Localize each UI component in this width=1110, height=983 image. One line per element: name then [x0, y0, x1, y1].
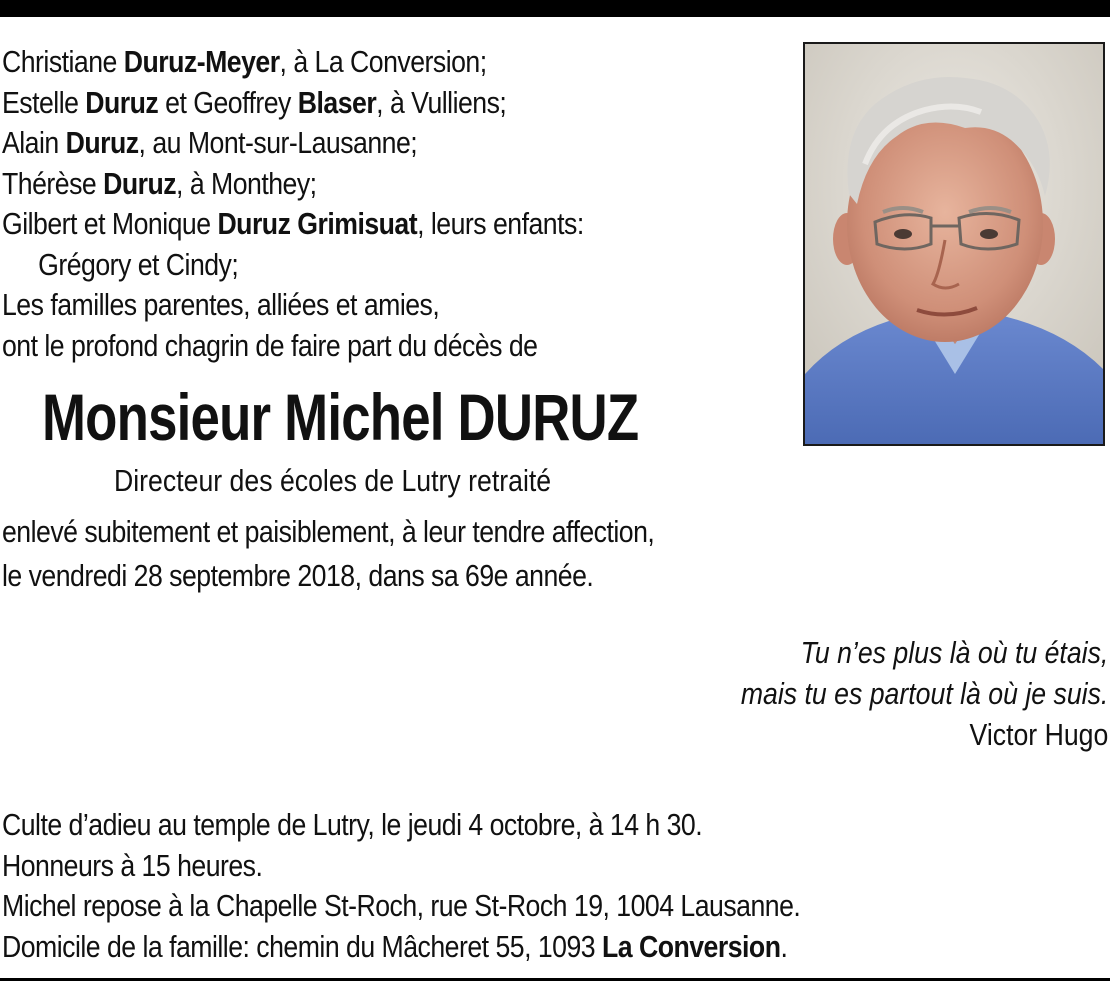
family-line-estelle: Estelle Duruz et Geoffrey Blaser, à Vulliens;: [2, 84, 507, 120]
death-line-2: le vendredi 28 septembre 2018, dans sa 69e année.: [2, 558, 594, 593]
family-town: La Conversion: [601, 928, 781, 964]
family-surname: Duruz: [65, 125, 139, 160]
ceremony-info: [2, 805, 800, 967]
quote-author: Victor Hugo: [969, 717, 1108, 752]
family-line-announcement: ont le profond chagrin de faire part du décès de: [2, 327, 538, 363]
ceremony-service: Culte d’adieu au temple de Lutry, le jeudi 4 octobre, à 14 h 30.: [2, 807, 703, 842]
family-line-christiane: Christiane Duruz-Meyer, à La Conversion;: [2, 44, 487, 79]
family-surname: Blaser: [297, 84, 377, 120]
family-line-relatives: Les familles parentes, alliées et amies,: [2, 287, 440, 322]
quote-line-1: Tu n’es plus là où tu étais,: [800, 635, 1108, 670]
family-line-grandchildren: Grégory et Cindy;: [38, 246, 239, 282]
family-line-therese: Thérèse Duruz, à Monthey;: [2, 165, 317, 201]
bottom-rule: [0, 978, 1110, 981]
family-line-gilbert: Gilbert et Monique Duruz Grimisuat, leurs enfants:: [2, 206, 584, 241]
death-line-1: enlevé subitement et paisiblement, à leur tendre affection,: [2, 514, 655, 549]
family-line-alain: Alain Duruz, au Mont-sur-Lausanne;: [2, 125, 418, 160]
ceremony-honours: Honneurs à 15 heures.: [2, 847, 263, 883]
family-surname: Duruz: [103, 165, 177, 201]
memorial-quote: [740, 632, 1108, 755]
ceremony-chapel: Michel repose à la Chapelle St-Roch, rue St-Roch 19, 1004 Lausanne.: [2, 888, 801, 923]
top-rule: [0, 0, 1110, 17]
family-surname: Duruz Grimisuat: [217, 206, 418, 241]
family-surname: Duruz-Meyer: [123, 44, 280, 79]
deceased-role: Directeur des écoles de Lutry retraité: [114, 463, 552, 498]
ceremony-family-address: Domicile de la famille: chemin du Mâcheret 55, 1093 La Conversion.: [2, 928, 788, 964]
family-surname: Duruz: [85, 84, 159, 120]
family-list: [2, 42, 584, 366]
quote-line-2: mais tu es partout là où je suis.: [740, 676, 1108, 711]
deceased-name: Monsieur Michel DURUZ: [42, 380, 639, 454]
portrait-image: [805, 44, 1103, 444]
deceased-portrait: [803, 42, 1105, 446]
death-notice: [2, 512, 654, 600]
